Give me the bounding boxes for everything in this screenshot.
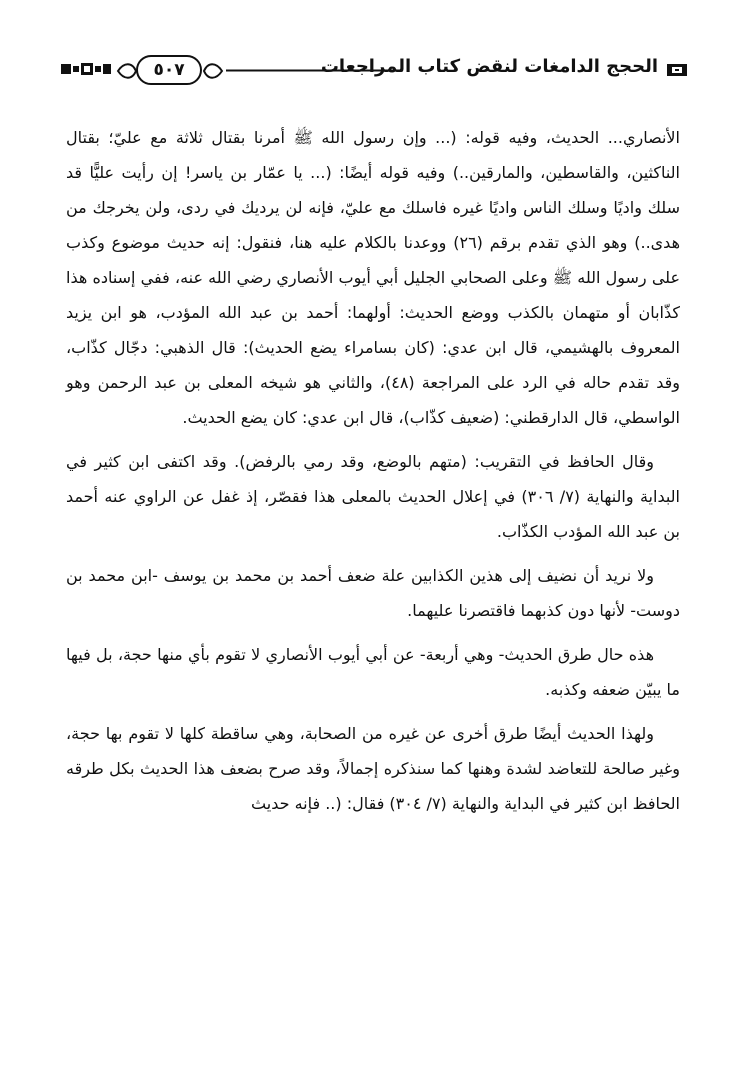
page-number-frame [114,52,226,90]
paragraph: الأنصاري... الحديث، وفيه قوله: (... وإن رسول الله ﷺ أمرنا بقتال ثلاثة مع عليّ؛ بقتال الناكثين، والقاسطين، والمارقين..) وفيه قوله أيضًا: (... يا عمّار بن ياسر! إن رأيت عليًّا قد سلك واديًا وسلك الناس واديًا غيره فاسلك مع عليّ، فإنه لن يرديك في ردى، ولن يخرجك من هدى..) وهو الذي تقدم برقم (٢٦) ووعدنا بالكلام عليه هنا، فنقول: إنه حديث موضوع وكذب على رسول الله ﷺ وعلى الصحابي الجليل أبي أيوب الأنصاري رضي الله عنه، ففي إسناده هذا كذّابان أو متهمان بالكذب ووضع الحديث: أولهما: أحمد بن عبد الله المؤدب، هو ابن يزيد المعروف بالهشيمي، قال ابن عدي: (كان بسامراء يضع الحديث): قال الذهبي: دجّال كذّاب، وقد تقدم حاله في الرد على المراجعة (٤٨)، والثاني هو شيخه المعلى بن عبد الرحمن وهو الواسطي، قال الدارقطني: (ضعيف كذّاب)، قال ابن عدي: كان يضع الحديث. [66,128,681,427]
right-ornament-icon [666,62,688,78]
paragraph: وقال الحافظ في التقريب: (متهم بالوضع، وقد رمي بالرفض). وقد اكتفى ابن كثير في البداية والنهاية (٧/ ٣٠٦) في إعلال الحديث بالمعلى هذا فقصّر، إذ غفل عن الراوي عنه أحمد بن عبد الله المؤدب الكذّاب. [66,452,680,541]
paragraph: ولهذا الحديث أيضًا طرق أخرى عن غيره من الصحابة، وهي ساقطة كلها لا تقوم بها حجة، وغير صالحة للتعاضد لشدة وهنها كما سنذكره إجمالاً، وقد صرح بضعف هذا الحديث بكل طرقه الحافظ ابن كثير في البداية والنهاية (٧/ ٣٠٤) فقال: (.. فإنه حديث [66,724,680,813]
page-header [60,46,688,96]
left-ornament-icon [60,62,112,76]
paragraph: ولا نريد أن نضيف إلى هذين الكذابين علة ضعف أحمد بن محمد بن يوسف -ابن محمد بن دوست- لأنها دون كذبهما فاقتصرنا عليهما. [66,566,680,620]
running-title: الحجج الدامغات لنقض كتاب المراجعات [320,56,658,77]
paragraph: هذه حال طرق الحديث- وهي أربعة- عن أبي أيوب الأنصاري لا تقوم بأي منها حجة، بل فيها ما يبيّن ضعفه وكذبه. [66,645,680,699]
page-body [66,120,680,830]
page-number: ٥٠٧ [136,55,202,85]
